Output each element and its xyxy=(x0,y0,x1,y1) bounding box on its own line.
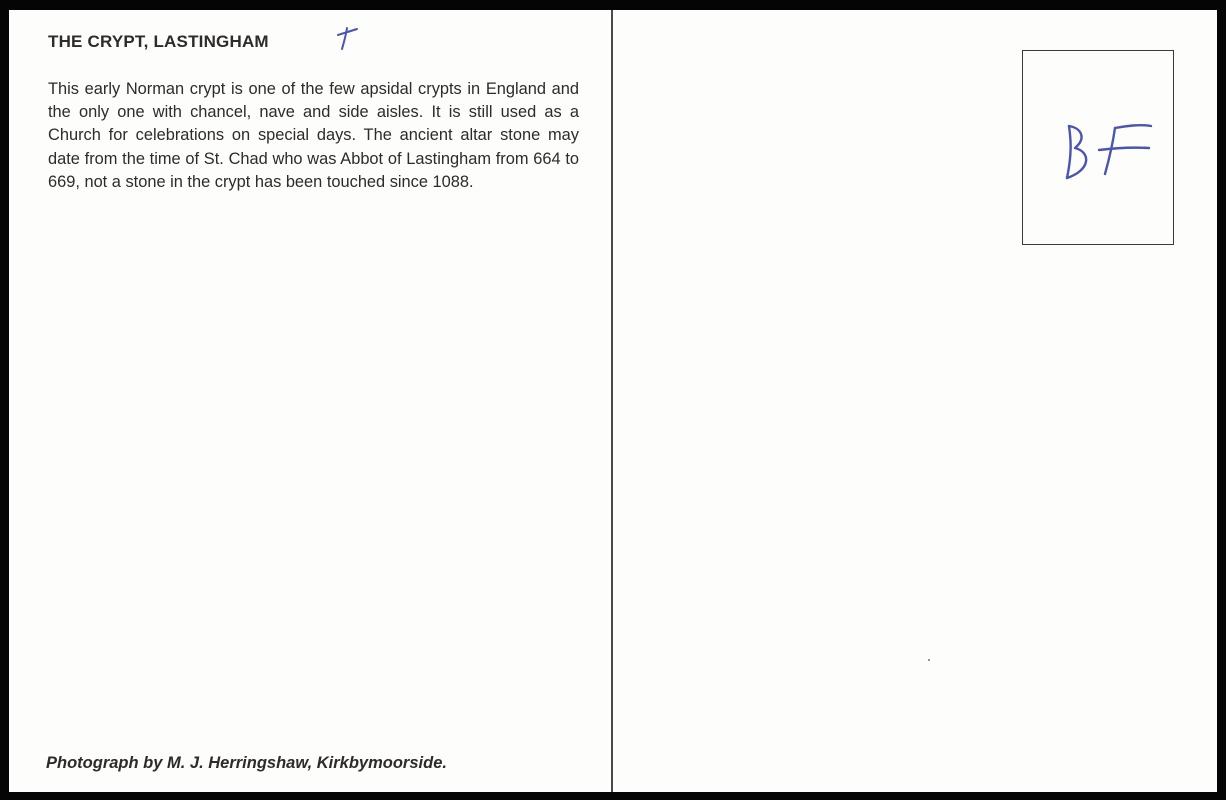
handwritten-cross-mark xyxy=(334,26,360,52)
photo-credit: Photograph by M. J. Herringshaw, Kirkbymoorside. xyxy=(46,754,447,772)
paper-speck xyxy=(928,659,930,661)
card-title: THE CRYPT, LASTINGHAM xyxy=(48,32,269,51)
card-description: This early Norman crypt is one of the few apsidal crypts in England and the only one with chancel, nave and side aisles. It is still used as a Church for celebrations on special days. The ancient altar stone may date from the time of St. Chad who was Abbot of Lastingham from 664 to 669, not a stone in the crypt has been touched since 1088. xyxy=(48,80,579,191)
postcard-back xyxy=(9,10,1217,792)
handwritten-initials xyxy=(1055,120,1155,200)
address-divider xyxy=(611,10,613,792)
